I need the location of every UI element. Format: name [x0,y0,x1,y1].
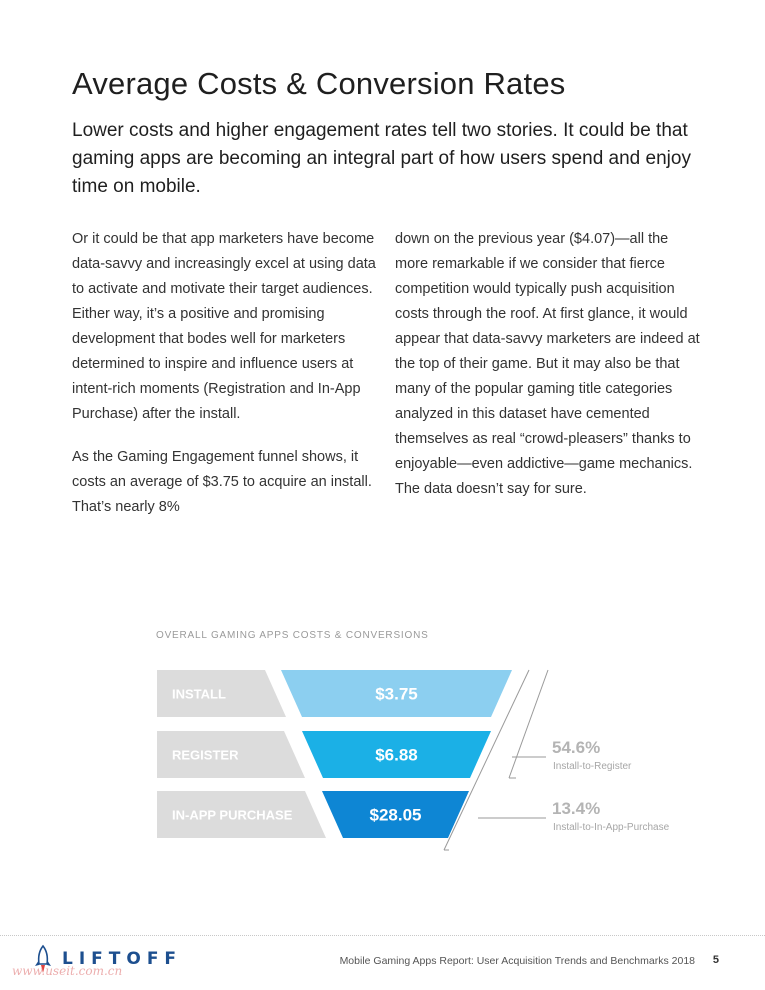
conversion-rate-label: Install-to-In-App-Purchase [553,822,670,833]
page-title: Average Costs & Conversion Rates [72,66,566,101]
logo-wordmark: LIFTOFF [62,949,183,969]
footer-report-title: Mobile Gaming Apps Report: User Acquisition Trends and Benchmarks 2018 [339,955,695,967]
funnel-stage-cost: $3.75 [375,684,418,704]
lead-paragraph: Lower costs and higher engagement rates tell two stories. It could be that gaming apps are becoming an integral part of how users spend and enjoy time on mobile. [72,120,691,197]
page-number: 5 [712,954,719,966]
body-paragraph: As the Gaming Engagement funnel shows, it costs an average of $3.75 to acquire an install. That’s nearly 8% [72,449,372,515]
watermark: www.useit.com.cn [12,964,123,978]
conversion-rate-label: Install-to-Register [553,761,632,772]
footer-divider [0,935,765,936]
chart-title: OVERALL GAMING APPS COSTS & CONVERSIONS [156,630,429,641]
body-paragraph: down on the previous year ($4.07)—all the more remarkable if we consider that fierce competition would typically push acquisition costs through the roof. At first glance, it would appear that data-savvy marketers are indeed at the top of their game. But it may also be that many of the popular gaming title categories analyzed in this dataset have cemented themselves as real “crowd-pleasers” thanks to enjoyable—even addictive—game mechanics. The data doesn’t say for sure. [395,231,700,497]
funnel-stage-cost: $28.05 [369,805,422,825]
funnel-stage-label: REGISTER [172,747,239,763]
funnel-stage-label: INSTALL [172,686,226,702]
funnel-bracket-register [509,670,548,778]
funnel-stage-label: IN-APP PURCHASE [172,807,293,823]
conversion-rate-value: 13.4% [552,799,601,818]
body-paragraph: Or it could be that app marketers have become data-savvy and increasingly excel at using data to activate and motivate their target audiences. Either way, it’s a positive and promising development that bodes well for marketers determined to inspire and influence users at intent-rich moments (Registration and In-App Purchase) after the install. [72,231,376,422]
conversion-rate-value: 54.6% [552,738,601,757]
funnel-stage-cost: $6.88 [375,745,418,765]
